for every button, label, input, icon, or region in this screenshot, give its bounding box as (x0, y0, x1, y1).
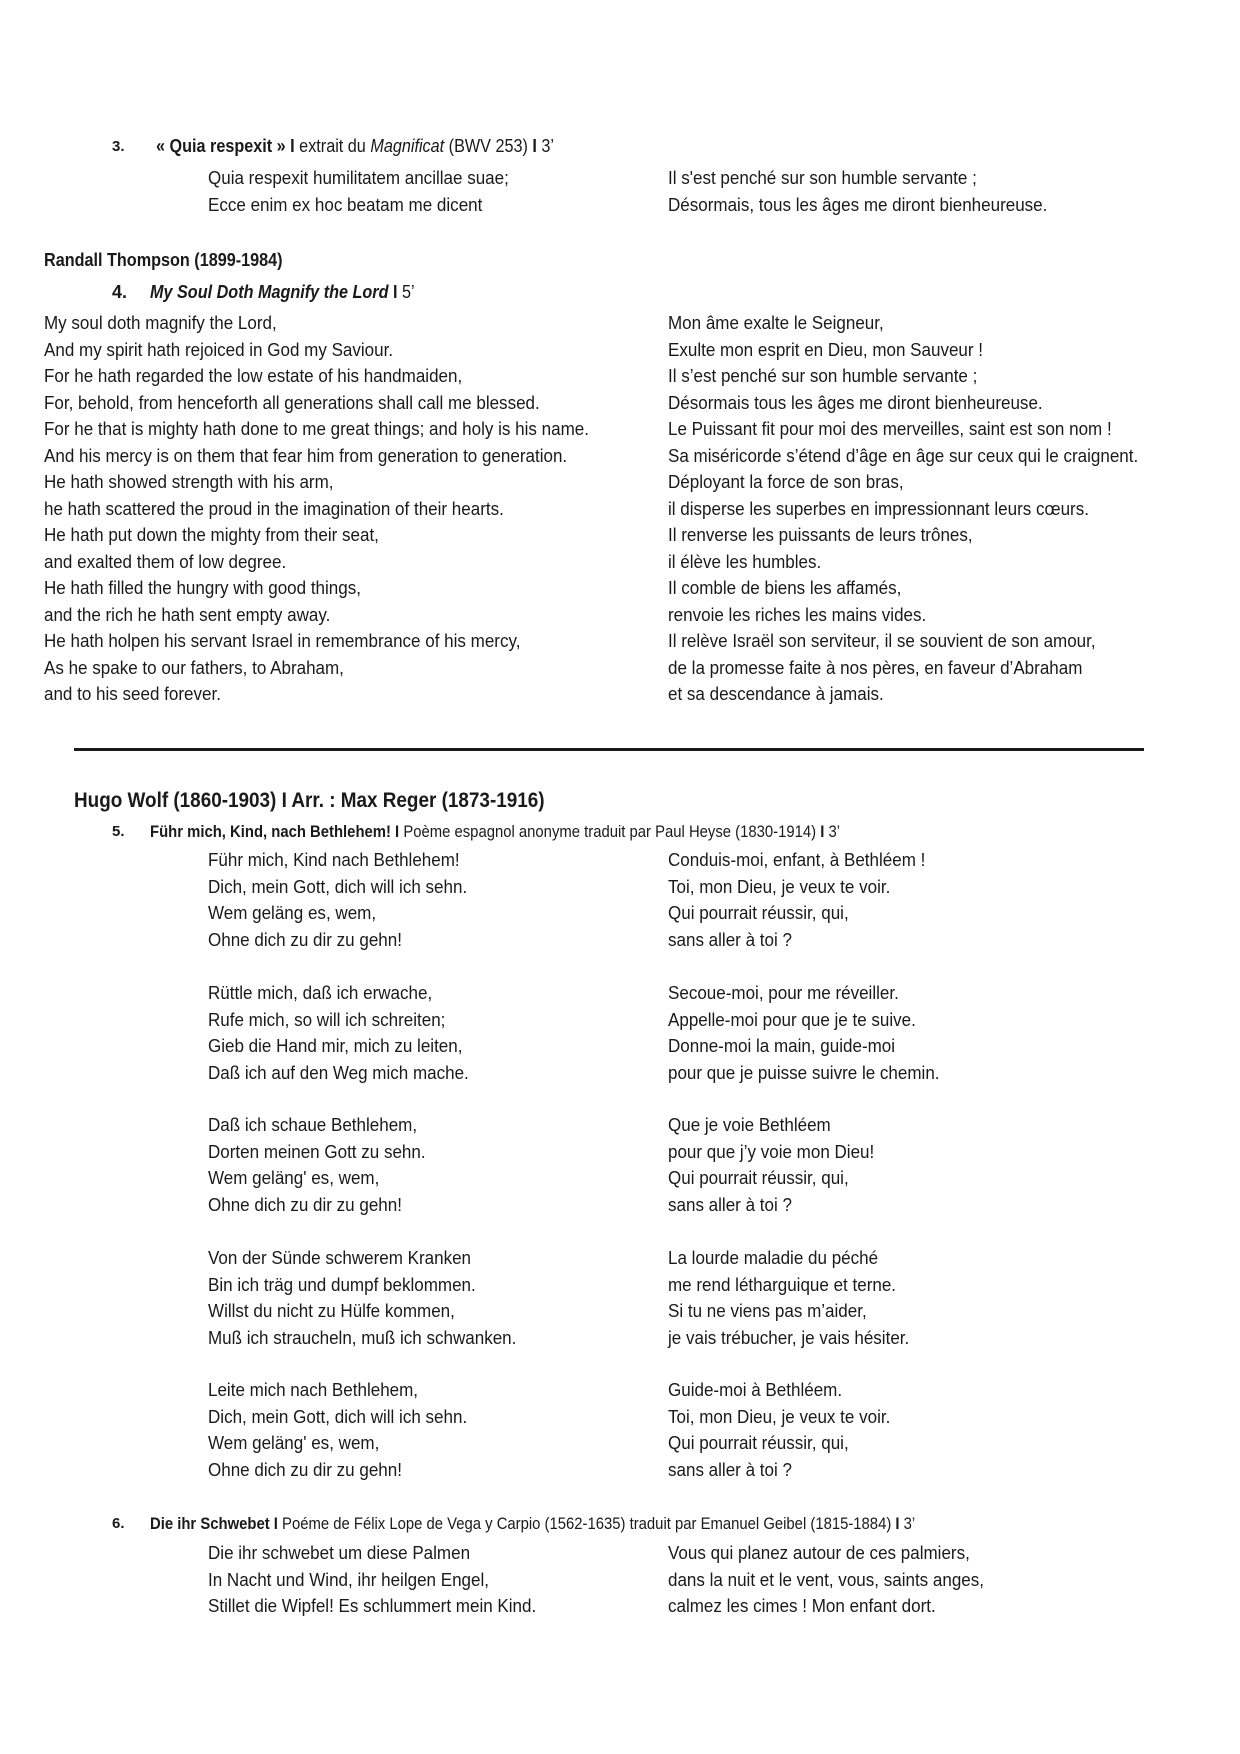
verse-line: La lourde maladie du péché (668, 1247, 879, 1268)
french-translation (668, 1540, 1012, 1620)
verse-line: Exulte mon esprit en Dieu, mon Sauveur ! (668, 338, 984, 360)
duration: 3’ (536, 136, 555, 156)
french-translation (668, 310, 1179, 708)
verse-line: and exalted them of low degree. (44, 550, 287, 572)
verse-line: Désormais, tous les âges me diront bienheureuse. (668, 193, 1048, 215)
verse-line: He hath put down the mighty from their seat, (44, 524, 379, 545)
verse-line: Von der Sünde schwerem Kranken (208, 1247, 472, 1268)
verse-line: il disperse les superbes en impressionnant leurs cœurs. (668, 497, 1089, 519)
verse-line: Il relève Israël son serviteur, il se souvient de son amour, (668, 630, 1096, 651)
german-text (208, 1540, 565, 1620)
verse-line: Si tu ne viens pas m’aider, (668, 1300, 867, 1321)
verse-line: Vous qui planez autour de ces palmiers, (668, 1542, 970, 1563)
verse-line: Wem geläng' es, wem, (208, 1432, 380, 1453)
piece-number-6: 6. (112, 1515, 125, 1532)
verse-line: Die ihr schwebet um diese Palmen (208, 1542, 471, 1563)
verse-line: Führ mich, Kind nach Bethlehem! (208, 849, 460, 870)
verse-line: Mon âme exalte le Seigneur, (668, 312, 884, 333)
verse-line: Toi, mon Dieu, je veux te voir. (668, 875, 891, 897)
german-stanza-3 (208, 1112, 445, 1218)
verse-line: Bin ich träg und dumpf beklommen. (208, 1273, 476, 1295)
verse-line: Appelle-moi pour que je te suive. (668, 1008, 916, 1030)
french-translation (668, 165, 1080, 218)
verse-line: Déployant la force de son bras, (668, 471, 904, 492)
piece-number-4: 4. (112, 282, 128, 302)
verse-line: Dorten meinen Gott zu sehn. (208, 1140, 426, 1162)
composer-heading: Hugo Wolf (1860-1903) I Arr. : Max Reger (1873-1916) (74, 789, 545, 812)
verse-line: Qui pourrait réussir, qui, (668, 902, 849, 923)
verse-line: Ecce enim ex hoc beatam me dicent (208, 193, 483, 215)
verse-line: pour que je puisse suivre le chemin. (668, 1061, 940, 1083)
verse-line: And my spirit hath rejoiced in God my Saviour. (44, 338, 394, 360)
verse-line: he hath scattered the proud in the imagination of their hearts. (44, 497, 504, 519)
verse-line: me rend létharguique et terne. (668, 1273, 897, 1295)
verse-line: Rüttle mich, daß ich erwache, (208, 982, 433, 1003)
verse-line: sans aller à toi ? (668, 1193, 792, 1215)
verse-line: and the rich he hath sent empty away. (44, 603, 331, 625)
french-stanza-1 (668, 847, 948, 953)
poem-credit: Poème espagnol anonyme traduit par Paul Heyse (1830-1914) (403, 823, 821, 841)
german-stanza-1 (208, 847, 490, 953)
piece-source: extrait du (299, 136, 371, 156)
verse-line: Il s’est penché sur son humble servante ; (668, 365, 978, 386)
piece-heading-5 (150, 823, 840, 842)
separator: I (895, 1515, 900, 1533)
verse-line: Ohne dich zu dir zu gehn! (208, 1193, 402, 1215)
verse-line: Il renverse les puissants de leurs trônes, (668, 524, 973, 545)
piece-title: Die ihr Schwebet (150, 1515, 270, 1533)
verse-line: calmez les cimes ! Mon enfant dort. (668, 1595, 936, 1616)
french-stanza-3 (668, 1112, 892, 1218)
french-stanza-5 (668, 1377, 910, 1483)
duration: 3’ (899, 1515, 916, 1533)
piece-heading-3 (156, 136, 554, 157)
verse-line: il élève les humbles. (668, 550, 822, 572)
verse-line: Le Puissant fit pour moi des merveilles, saint est son nom ! (668, 418, 1112, 439)
verse-line: de la promesse faite à nos pères, en faveur d’Abraham (668, 656, 1083, 678)
verse-line: et sa descendance à jamais. (668, 683, 884, 704)
separator: I (269, 1515, 283, 1533)
poem-credit: Poéme de Félix Lope de Vega y Carpio (1562-1635) traduit par Emanuel Geibel (1815-1884) (282, 1515, 896, 1533)
french-stanza-2 (668, 980, 963, 1086)
duration: 3’ (824, 823, 841, 841)
verse-line: sans aller à toi ? (668, 928, 792, 950)
separator: I (285, 136, 300, 156)
verse-line: Secoue-moi, pour me réveiller. (668, 982, 899, 1003)
verse-line: Il s'est penché sur son humble servante ; (668, 167, 977, 188)
verse-line: Qui pourrait réussir, qui, (668, 1432, 849, 1453)
verse-line: He hath filled the hungry with good things, (44, 577, 361, 598)
verse-line: Wem geläng es, wem, (208, 902, 377, 923)
verse-line: je vais trébucher, je vais hésiter. (668, 1326, 910, 1348)
piece-heading-6 (150, 1515, 915, 1534)
verse-line: He hath showed strength with his arm, (44, 471, 334, 492)
verse-line: Toi, mon Dieu, je veux te voir. (668, 1405, 891, 1427)
separator: I (532, 136, 537, 156)
piece-title: « Quia respexit » (156, 136, 286, 156)
verse-line: Wem geläng' es, wem, (208, 1167, 380, 1188)
verse-line: Rufe mich, so will ich schreiten; (208, 1008, 446, 1030)
verse-line: Gieb die Hand mir, mich zu leiten, (208, 1035, 463, 1056)
verse-line: Ohne dich zu dir zu gehn! (208, 928, 402, 950)
work-title: Magnificat (370, 136, 445, 156)
latin-text (208, 165, 535, 218)
verse-line: dans la nuit et le vent, vous, saints anges, (668, 1568, 985, 1590)
verse-line: For, behold, from henceforth all generations shall call me blessed. (44, 391, 540, 413)
verse-line: He hath holpen his servant Israel in remembrance of his mercy, (44, 630, 521, 651)
verse-line: Willst du nicht zu Hülfe kommen, (208, 1300, 455, 1321)
duration: 5’ (397, 282, 415, 302)
verse-line: As he spake to our fathers, to Abraham, (44, 656, 344, 678)
verse-line: renvoie les riches les mains vides. (668, 603, 927, 625)
piece-number-3: 3. (112, 138, 125, 155)
verse-line: Stillet die Wipfel! Es schlummert mein Kind. (208, 1595, 537, 1616)
german-stanza-4 (208, 1245, 543, 1351)
german-stanza-2 (208, 980, 491, 1086)
verse-line: Qui pourrait réussir, qui, (668, 1167, 849, 1188)
verse-line: For he that is mighty hath done to me great things; and holy is his name. (44, 418, 589, 439)
separator: I (388, 282, 398, 302)
verse-line: Muß ich straucheln, muß ich schwanken. (208, 1326, 517, 1348)
piece-title: Führ mich, Kind, nach Bethlehem! (150, 823, 391, 841)
english-text (44, 310, 636, 708)
verse-line: Il comble de biens les affamés, (668, 577, 902, 598)
composer-heading: Randall Thompson (1899-1984) (44, 250, 283, 270)
verse-line: Désormais tous les âges me diront bienheureuse. (668, 391, 1043, 413)
separator: I (390, 823, 404, 841)
german-stanza-5 (208, 1377, 490, 1483)
verse-line: pour que j’y voie mon Dieu! (668, 1140, 875, 1162)
verse-line: And his mercy is on them that fear him from generation to generation. (44, 444, 568, 466)
verse-line: sans aller à toi ? (668, 1458, 792, 1480)
french-stanza-4 (668, 1245, 930, 1351)
piece-number-5: 5. (112, 823, 125, 840)
verse-line: In Nacht und Wind, ihr heilgen Engel, (208, 1568, 490, 1590)
piece-title: My Soul Doth Magnify the Lord (150, 282, 389, 302)
verse-line: Sa miséricorde s’étend d’âge en âge sur ceux qui le craignent. (668, 444, 1139, 466)
separator: I (820, 823, 825, 841)
catalog-number: (BWV 253) (444, 136, 533, 156)
verse-line: Que je voie Bethléem (668, 1114, 831, 1135)
section-divider (74, 748, 1144, 751)
verse-line: Daß ich schaue Bethlehem, (208, 1114, 418, 1135)
verse-line: Dich, mein Gott, dich will ich sehn. (208, 875, 468, 897)
verse-line: For he hath regarded the low estate of his handmaiden, (44, 365, 463, 386)
piece-heading-4 (150, 282, 415, 303)
verse-line: My soul doth magnify the Lord, (44, 312, 277, 333)
verse-line: Donne-moi la main, guide-moi (668, 1035, 896, 1056)
verse-line: Ohne dich zu dir zu gehn! (208, 1458, 402, 1480)
verse-line: and to his seed forever. (44, 683, 221, 704)
verse-line: Leite mich nach Bethlehem, (208, 1379, 419, 1400)
verse-line: Conduis-moi, enfant, à Bethléem ! (668, 849, 926, 870)
verse-line: Guide-moi à Bethléem. (668, 1379, 843, 1400)
verse-line: Quia respexit humilitatem ancillae suae; (208, 167, 509, 188)
verse-line: Daß ich auf den Weg mich mache. (208, 1061, 469, 1083)
verse-line: Dich, mein Gott, dich will ich sehn. (208, 1405, 468, 1427)
